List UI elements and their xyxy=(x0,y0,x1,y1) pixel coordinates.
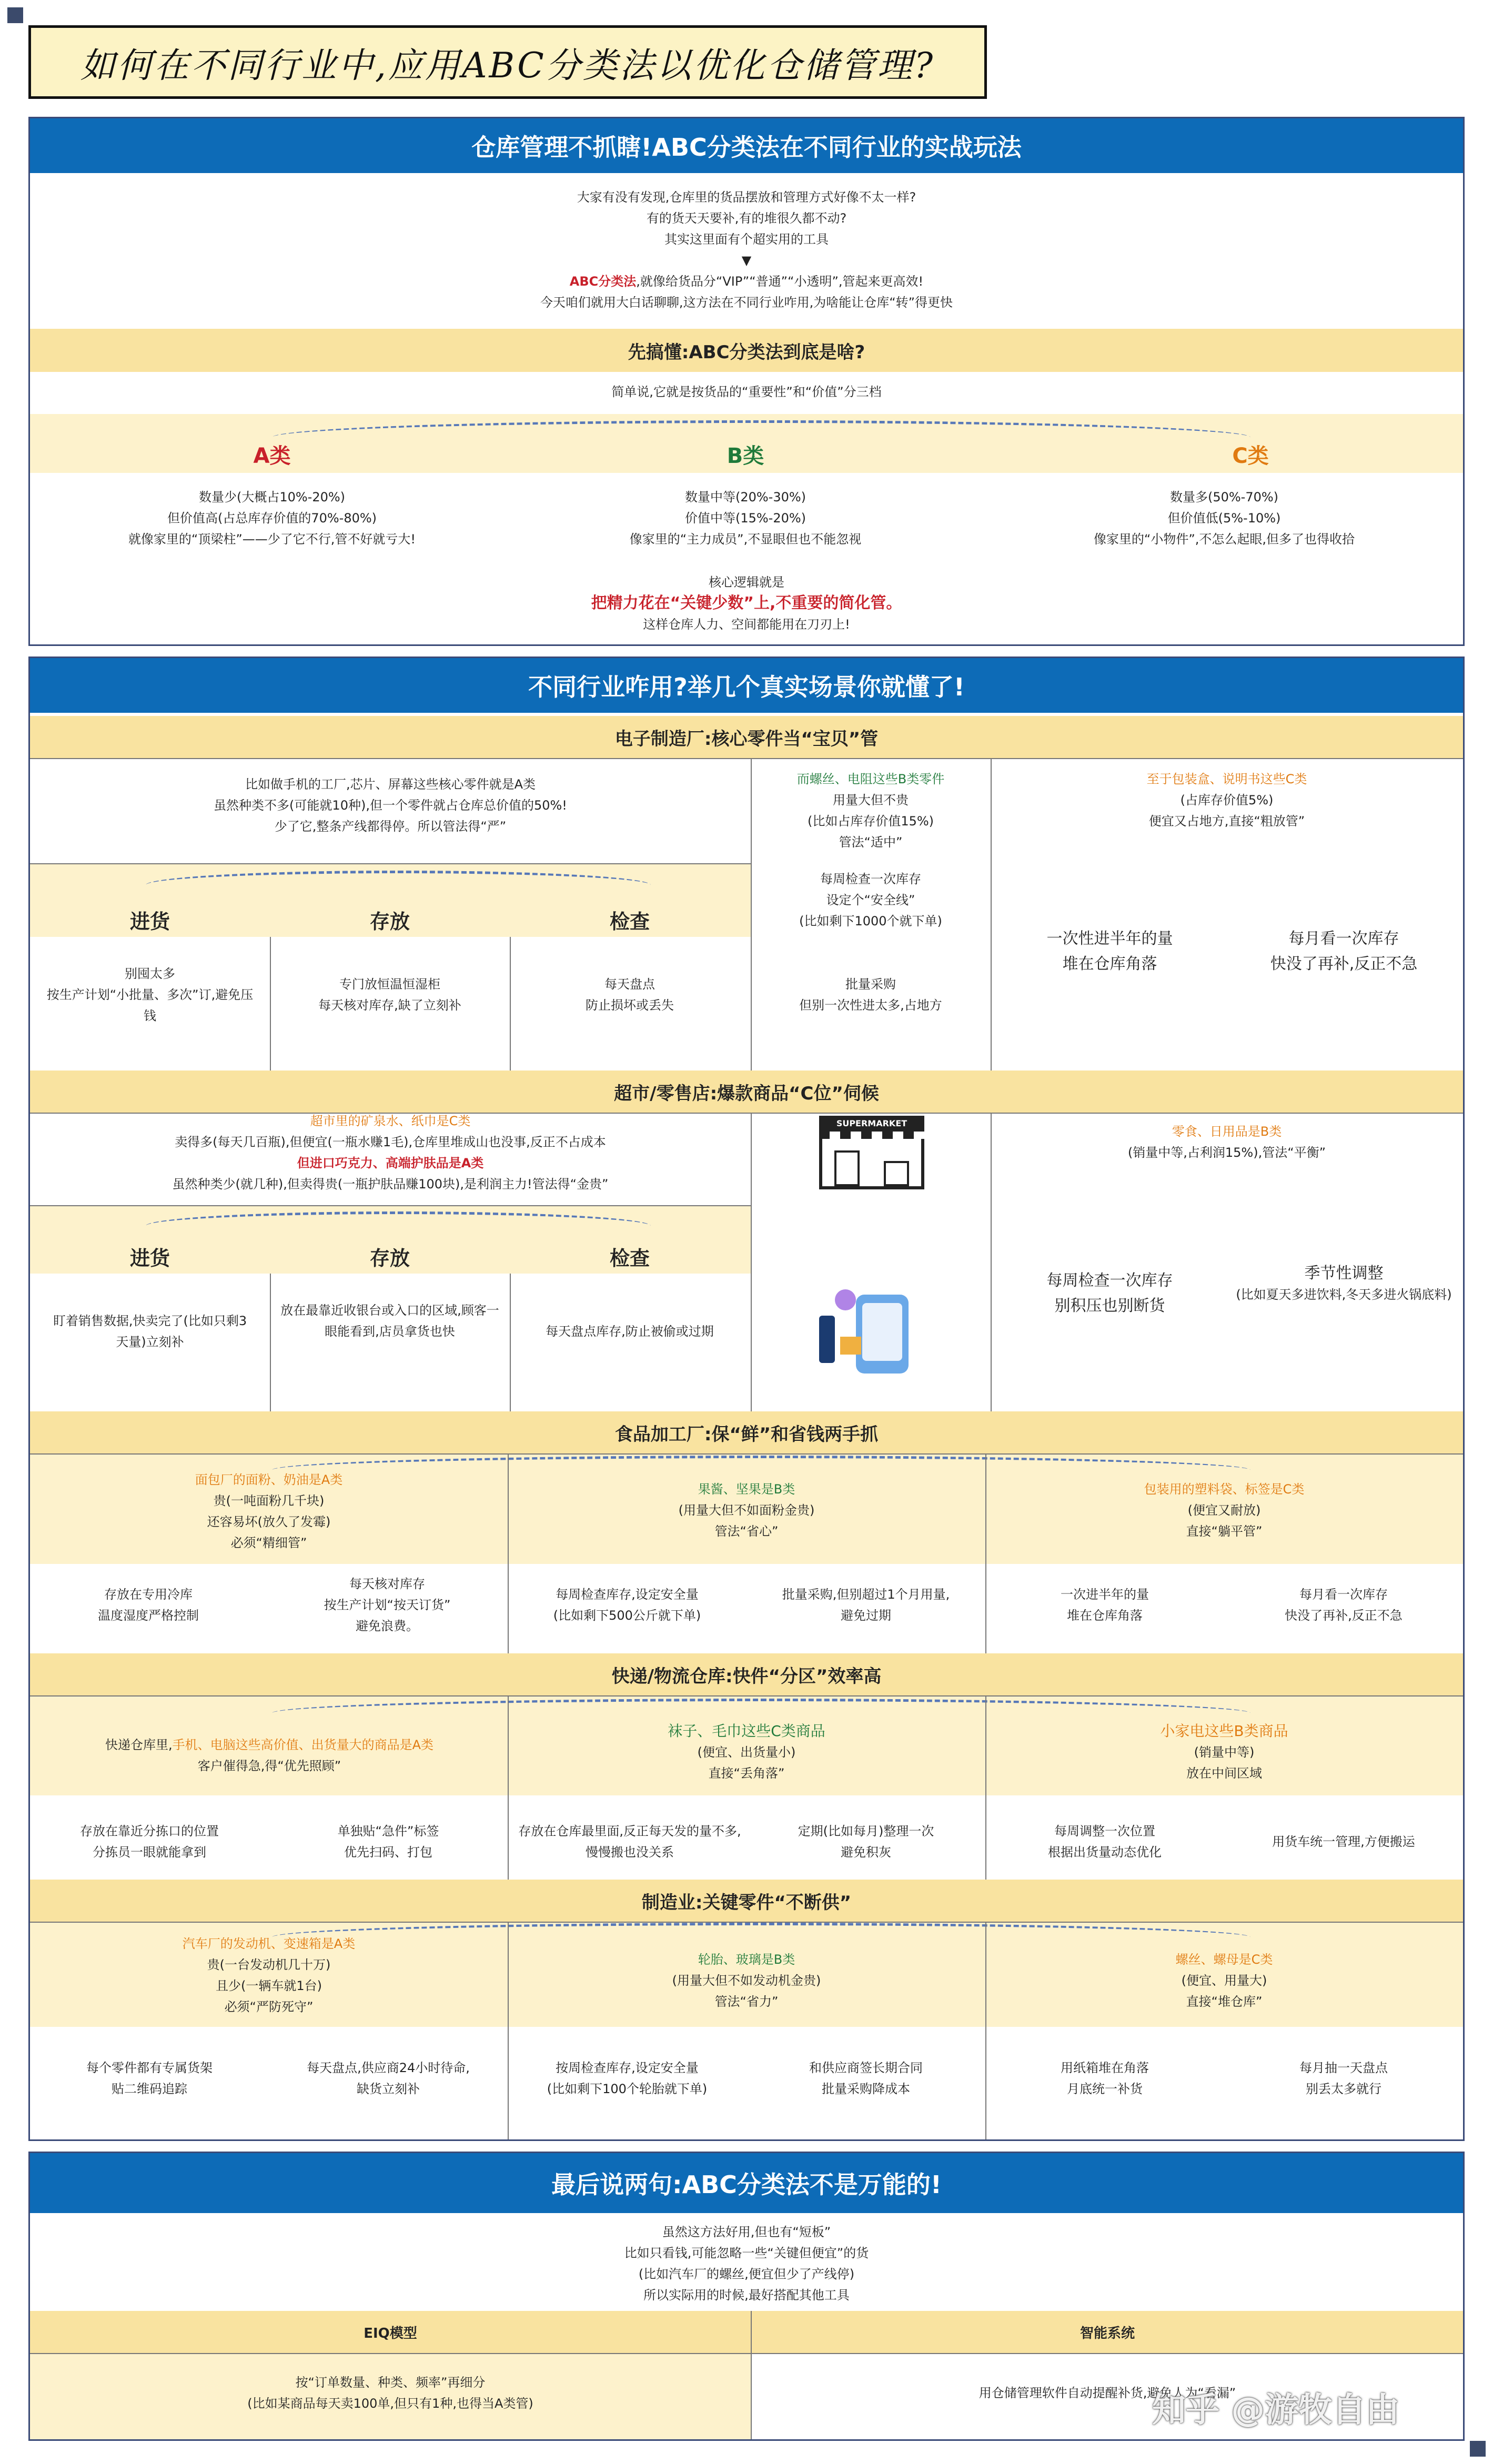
abc-term: ABC分类法 xyxy=(569,274,637,289)
b-title: 季节性调整 xyxy=(1304,1264,1384,1283)
divider xyxy=(508,1695,509,1880)
simple-line: 简单说,它就是按货品的“重要性”和“价值”分三档 xyxy=(611,385,882,399)
food-cell: 每周检查库存,设定安全量 (比如剩下500公斤就下单) xyxy=(553,1587,701,1623)
a-line: 必须“精细管” xyxy=(230,1536,307,1550)
food-c-block xyxy=(985,1479,1463,1542)
intro-line: 有的货天天要补,有的堆很久都不动? xyxy=(646,211,847,226)
manu-cell: 每个零件都有专属货架 贴二维码追踪 xyxy=(86,2061,213,2096)
col-inspect: 检查 xyxy=(609,910,650,933)
connector-arc xyxy=(146,1211,651,1240)
logi-cell: 单独贴“急件”标签 优先扫码、打包 xyxy=(337,1824,439,1860)
conclusion-line: 所以实际用的时候,最好搭配其他工具 xyxy=(643,2288,850,2303)
band-food: 食品加工厂:保“鲜”和省钱两手抓 xyxy=(30,1411,1463,1453)
elec-cell: 专门放恒温恒湿柜 每天核对库存,缺了立刻补 xyxy=(318,977,461,1013)
c-title: 超市里的矿泉水、纸巾是C类 xyxy=(310,1114,471,1128)
supermarket-store-icon xyxy=(819,1116,924,1195)
logi-cell: 定期(比如每月)整理一次 避免积灰 xyxy=(798,1824,934,1860)
divider xyxy=(30,863,751,864)
b-line: 每周检查一次库存 xyxy=(1046,1271,1173,1290)
desc-line: 像家里的“小物件”,不怎么起眼,但多了也得收拾 xyxy=(1093,532,1355,547)
b-line: 放在中间区域 xyxy=(1186,1766,1262,1781)
class-a-desc xyxy=(41,487,503,550)
page-title: 如何在不同行业中,应用ABC分类法以优化仓储管理? xyxy=(80,45,935,86)
core-logic xyxy=(30,572,1463,635)
desc-line: 像家里的“主力成员”,不显眼但也不能忽视 xyxy=(629,532,862,547)
super-cell: 每天盘点库存,防止被偷或过期 xyxy=(546,1324,714,1339)
desc-line: 但价值低(5%-10%) xyxy=(1167,511,1281,526)
conclusion-line: (比如汽车厂的螺丝,便宜但少了产线停) xyxy=(638,2267,855,2281)
c-line: (便宜又耐放) xyxy=(1187,1503,1261,1518)
section-conclusion-header: 最后说两句:ABC分类法不是万能的! xyxy=(30,2153,1463,2213)
manu-cell: 每月抽一天盘点 别丢太多就行 xyxy=(1299,2061,1388,2096)
logi-a-block xyxy=(35,1734,503,1776)
elec-b-block xyxy=(751,769,991,853)
col-purchase: 进货 xyxy=(129,910,170,933)
c-line: 直接“丢角落” xyxy=(708,1766,785,1781)
food-cell: 批量采购,但别超过1个月用量, 避免过期 xyxy=(782,1587,950,1623)
eiq-line: 按“订单数量、种类、频率”再细分 xyxy=(295,2375,486,2390)
divider xyxy=(991,758,992,1071)
b-line: 别积压也别断货 xyxy=(1054,1297,1165,1315)
divider xyxy=(991,1113,992,1411)
divider xyxy=(30,1695,1463,1696)
intro-line: 比如做手机的工厂,芯片、屏幕这些核心零件就是A类 xyxy=(245,777,536,792)
b-title: 小家电这些B类商品 xyxy=(1160,1722,1288,1740)
c-line: 每月看一次库存 xyxy=(1288,930,1399,948)
b-line: (比如占库存价值15%) xyxy=(807,814,934,829)
b-line: (销量中等,占利润15%),管法“平衡” xyxy=(1127,1145,1326,1160)
core-line: 这样仓库人力、空间都能用在刀刃上! xyxy=(643,617,850,632)
logi-a-line xyxy=(35,1734,503,1755)
logi-cell: 存放在仓库最里面,反正每天发的量不多,慢慢搬也没关系 xyxy=(518,1824,741,1860)
intro-line: 大家有没有发现,仓库里的货品摆放和管理方式好像不太一样? xyxy=(577,190,916,205)
intro-text xyxy=(30,187,1463,313)
conclusion-line: 虽然这方法好用,但也有“短板” xyxy=(662,2225,831,2239)
a-line: 贵(一吨面粉几千块) xyxy=(213,1493,325,1508)
c-line: 直接“躺平管” xyxy=(1186,1524,1263,1539)
elec-b-check xyxy=(751,869,991,932)
super-cell: 放在最靠近收银台或入口的区域,顾客一眼能看到,店员拿货也快 xyxy=(280,1303,499,1339)
divider xyxy=(508,1922,509,2139)
desc-line: 但价值高(占总库存价值的70%-80%) xyxy=(167,511,377,526)
col-storage: 存放 xyxy=(369,910,410,933)
logi-cell: 存放在靠近分拣口的位置 分拣员一眼就能拿到 xyxy=(80,1824,219,1860)
divider xyxy=(510,937,511,1071)
page-title-box xyxy=(28,25,987,99)
desc-line: 数量少(大概占10%-20%) xyxy=(198,490,346,504)
col-storage: 存放 xyxy=(369,1247,410,1270)
food-cell: 每月看一次库存 快没了再补,反正不急 xyxy=(1285,1587,1403,1623)
b-title: 果酱、坚果是B类 xyxy=(698,1482,795,1497)
c-line: (占库存价值5%) xyxy=(1180,793,1274,807)
logi-c-block xyxy=(508,1721,985,1784)
divider xyxy=(751,2311,752,2439)
section-intro-header: 仓库管理不抓瞎!ABC分类法在不同行业的实战玩法 xyxy=(30,118,1463,173)
eiq-line: (比如某商品每天卖100单,但只有1种,也得当A类管) xyxy=(247,2396,533,2411)
manu-a-block xyxy=(30,1933,508,2017)
b-line: 管法“适中” xyxy=(839,835,903,850)
desc-line: 价值中等(15%-20%) xyxy=(684,511,806,526)
a-title: 但进口巧克力、高端护肤品是A类 xyxy=(297,1156,484,1170)
band-logistics: 快递/物流仓库:快件“分区”效率高 xyxy=(30,1653,1463,1695)
intro-line: 今天咱们就用大白话聊聊,这方法在不同行业咋用,为啥能让仓库“转”得更快 xyxy=(540,295,953,310)
divider xyxy=(510,1274,511,1411)
class-b-desc xyxy=(514,487,977,550)
elec-b-buy xyxy=(751,974,991,1016)
c-title: 至于包装盒、说明书这些C类 xyxy=(1146,772,1307,786)
a-title: 汽车厂的发动机、变速箱是A类 xyxy=(182,1936,356,1951)
b-line: 用量大但不贵 xyxy=(833,793,909,807)
elec-cell: 别囤太多 按生产计划“小批量、多次”订,避免压钱 xyxy=(46,966,254,1023)
a-line: 快递仓库里, xyxy=(105,1738,173,1752)
divider xyxy=(30,1113,1463,1114)
intro-line: 其实这里面有个超实用的工具 xyxy=(664,232,829,247)
b-line: (比如剩下1000个就下单) xyxy=(799,914,942,928)
smart-title: 智能系统 xyxy=(752,2311,1463,2353)
class-a-label: A类 xyxy=(253,444,291,468)
a-line: 客户催得急,得“优先照顾” xyxy=(197,1759,341,1773)
a-title: 面包厂的面粉、奶油是A类 xyxy=(195,1472,343,1487)
class-c-desc xyxy=(993,487,1456,550)
divider xyxy=(270,937,271,1071)
col-inspect: 检查 xyxy=(609,1247,650,1270)
c-line: (便宜、用量大) xyxy=(1181,1973,1267,1988)
food-cell: 一次进半年的量 堆在仓库角落 xyxy=(1061,1587,1149,1623)
band-what-is-abc: 先搞懂:ABC分类法到底是啥? xyxy=(30,329,1463,372)
super-cell: 盯着销售数据,快卖完了(比如只剩3天量)立刻补 xyxy=(53,1314,247,1349)
b-line: (用量大但不如发动机金贵) xyxy=(672,1973,821,1988)
intro-line: ▼ xyxy=(741,253,752,268)
c-line: 一次性进半年的量 xyxy=(1046,930,1173,948)
b-line: (用量大但不如面粉金贵) xyxy=(678,1503,815,1518)
section-industries xyxy=(28,657,1465,2141)
manu-cell: 和供应商签长期合同 批量采购降成本 xyxy=(809,2061,923,2096)
c-line: 直接“堆仓库” xyxy=(1186,1994,1263,2009)
b-line: 每周检查一次库存 xyxy=(820,872,921,886)
divider xyxy=(30,758,1463,759)
food-cell: 每天核对库存 按生产计划“按天订货” 避免浪费。 xyxy=(324,1577,451,1633)
manu-cell: 按周检查库存,设定安全量 (比如剩下100个轮胎就下单) xyxy=(547,2061,708,2096)
desc-line: 数量多(50%-70%) xyxy=(1169,490,1279,504)
mobile-shopping-icon xyxy=(814,1284,930,1379)
core-line: 核心逻辑就是 xyxy=(709,575,784,590)
super-b-a xyxy=(993,1268,1227,1319)
super-b-b xyxy=(1227,1263,1461,1305)
c-line: 快没了再补,反正不急 xyxy=(1270,955,1418,973)
manu-c-block xyxy=(985,1949,1463,2012)
divider xyxy=(985,1695,986,1880)
section-intro xyxy=(28,117,1465,646)
conclusion-line: 比如只看钱,可能忽略一些“关键但便宜”的货 xyxy=(624,2246,869,2260)
c-title: 袜子、毛巾这些C类商品 xyxy=(668,1722,825,1740)
intro-line: 少了它,整条产线都得停。所以管法得“严” xyxy=(274,819,507,834)
food-b-block xyxy=(508,1479,985,1542)
divider xyxy=(30,2353,1463,2354)
divider xyxy=(30,1205,751,1206)
a-line: 必须“严防死守” xyxy=(224,2000,314,2014)
col-purchase: 进货 xyxy=(129,1247,170,1270)
divider xyxy=(985,1922,986,2139)
b-line: 设定个“安全线” xyxy=(826,893,915,907)
c-title: 包装用的塑料袋、标签是C类 xyxy=(1144,1482,1305,1497)
divider xyxy=(270,1274,271,1411)
b-line: 但别一次性进太多,占地方 xyxy=(799,998,942,1013)
desc-line: 数量中等(20%-30%) xyxy=(684,490,806,504)
manu-b-block xyxy=(508,1949,985,2012)
divider xyxy=(751,1113,752,1411)
manu-cell: 用纸箱堆在角落 月底统一补货 xyxy=(1061,2061,1149,2096)
divider xyxy=(985,1453,986,1653)
smart-body: 用仓储管理软件自动提醒补货,避免人为“看漏” xyxy=(978,2386,1236,2400)
divider xyxy=(508,1453,509,1653)
elec-a-intro xyxy=(30,774,751,837)
logi-cell: 每周调整一次位置 根据出货量动态优化 xyxy=(1048,1824,1162,1860)
b-title: 轮胎、玻璃是B类 xyxy=(698,1952,795,1967)
conclusion-text xyxy=(30,2221,1463,2306)
b-title: 零食、日用品是B类 xyxy=(1172,1124,1282,1139)
desc-line: 就像家里的“顶梁柱”——少了它不行,管不好就亏大! xyxy=(128,532,416,547)
band-manufacturing: 制造业:关键零件“不断供” xyxy=(30,1880,1463,1922)
divider xyxy=(30,1922,1463,1923)
class-c-label: C类 xyxy=(1232,444,1269,468)
elec-c-block xyxy=(993,769,1461,832)
c-line: (便宜、出货量小) xyxy=(697,1745,796,1760)
logi-cell: 用货车统一管理,方便搬运 xyxy=(1272,1834,1415,1849)
elec-c-b xyxy=(1227,926,1461,977)
eiq-title: EIQ模型 xyxy=(30,2311,751,2353)
food-a-block xyxy=(30,1469,508,1553)
c-line: 便宜又占地方,直接“粗放管” xyxy=(1148,814,1305,829)
section-industries-header: 不同行业咋用?举几个真实场景你就懂了! xyxy=(30,658,1463,713)
abc-intro-line xyxy=(30,271,1463,292)
watermark: 知乎 @游牧自由 xyxy=(1152,2391,1400,2430)
b-line: 批量采购 xyxy=(845,977,896,992)
a-line: 还容易坏(放久了发霉) xyxy=(207,1514,331,1529)
intro-line: 虽然种类不多(可能就10种),但一个零件就占仓库总价值的50%! xyxy=(214,798,567,813)
a-line: 贵(一台发动机几十万) xyxy=(207,1957,331,1972)
divider xyxy=(30,1453,1463,1455)
c-title: 螺丝、螺母是C类 xyxy=(1175,1952,1273,1967)
store-sign: SUPERMARKET xyxy=(819,1116,924,1132)
class-b-label: B类 xyxy=(727,444,764,468)
food-cell: 存放在专用冷库 温度湿度严格控制 xyxy=(98,1587,199,1623)
c-line: 堆在仓库角落 xyxy=(1062,955,1157,973)
corner-mark-br xyxy=(1470,2441,1486,2457)
corner-mark-tl xyxy=(7,7,23,23)
divider xyxy=(751,758,752,1071)
c-line: 卖得多(每天几百瓶),但便宜(一瓶水赚1毛),仓库里堆成山也没事,反正不占成本 xyxy=(175,1135,606,1149)
core-highlight: 把精力花在“关键少数”上,不重要的简化管。 xyxy=(591,594,902,612)
super-top-text xyxy=(30,1110,751,1195)
eiq-body xyxy=(30,2353,751,2439)
elec-c-a xyxy=(993,926,1227,977)
b-line: (销量中等) xyxy=(1194,1745,1255,1760)
elec-cell: 每天盘点 防止损坏或丢失 xyxy=(586,977,674,1013)
manu-cell: 每天盘点,供应商24小时待命, 缺货立刻补 xyxy=(307,2061,470,2096)
connector-arc xyxy=(146,871,651,900)
logi-b-block xyxy=(985,1721,1463,1784)
band-supermarket: 超市/零售店:爆款商品“C位”伺候 xyxy=(30,1071,1463,1113)
a-highlight: 手机、电脑这些高价值、出货量大的商品是A类 xyxy=(172,1738,434,1752)
a-line: 且少(一辆车就1台) xyxy=(216,1978,322,1993)
b-title: 而螺丝、电阻这些B类零件 xyxy=(796,772,945,786)
b-line: 管法“省力” xyxy=(714,1994,779,2009)
b-line: 管法“省心” xyxy=(714,1524,779,1539)
b-line: (比如夏天多进饮料,冬天多进火锅底料) xyxy=(1236,1287,1452,1302)
band-electronics: 电子制造厂:核心零件当“宝贝”管 xyxy=(30,716,1463,758)
abc-line-rest: ,就像给货品分“VIP”“普通”“小透明”,管起来更高效! xyxy=(636,274,924,289)
super-b-block xyxy=(993,1121,1461,1163)
a-line: 虽然种类少(就几种),但卖得贵(一瓶护肤品赚100块),是利润主力!管法得“金贵” xyxy=(172,1177,609,1191)
